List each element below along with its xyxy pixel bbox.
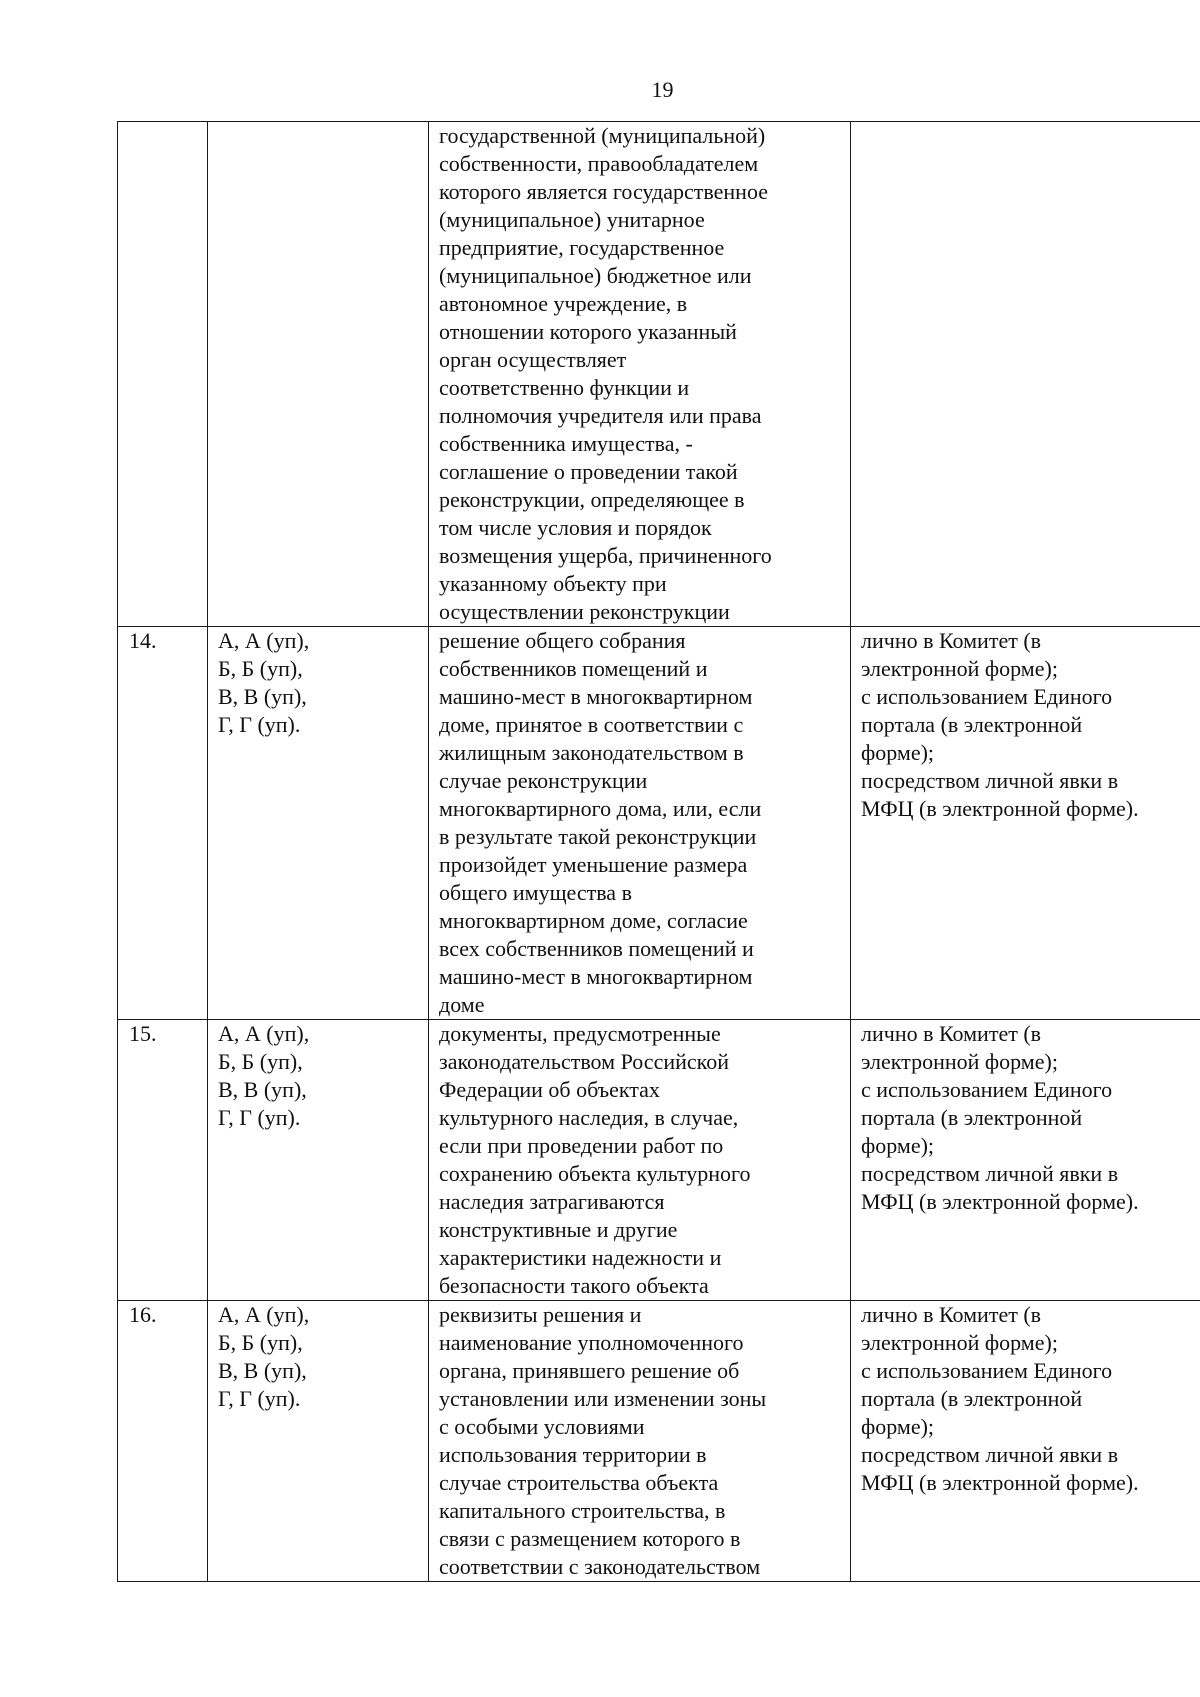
document-line: собственности, правообладателем: [439, 151, 759, 176]
document-line: (муниципальное) бюджетное или: [439, 263, 752, 288]
document-line: наследия затрагиваются: [439, 1189, 665, 1214]
document-line: машино-мест в многоквартирном: [439, 964, 753, 989]
document-line: сохранению объекта культурного: [439, 1161, 751, 1186]
document-line: культурного наследия, в случае,: [439, 1105, 739, 1130]
document-line: документы, предусмотренные: [439, 1021, 721, 1046]
applicant-line: Б, Б (уп),: [218, 656, 303, 681]
document-line: наименование уполномоченного: [439, 1330, 744, 1355]
method-line: посредством личной явки в: [861, 768, 1119, 793]
page-number: 19: [651, 77, 674, 102]
method-line: с использованием Единого: [861, 1358, 1113, 1383]
document-line: общего имущества в: [439, 880, 632, 905]
row-number-cell: [118, 122, 208, 627]
document-line: всех собственников помещений и: [439, 936, 754, 961]
applicant-line: В, В (уп),: [218, 1077, 307, 1102]
document-line: (муниципальное) унитарное: [439, 207, 705, 232]
row-number-cell: [118, 1301, 208, 1582]
document-line: использования территории в: [439, 1442, 707, 1467]
row-number: 14.: [129, 628, 157, 653]
document-line: собственников помещений и: [439, 656, 708, 681]
applicant-line: Г, Г (уп).: [218, 1386, 301, 1411]
method-line: лично в Комитет (в: [861, 628, 1042, 653]
method-line: МФЦ (в электронной форме).: [861, 1189, 1139, 1214]
method-line: посредством личной явки в: [861, 1442, 1119, 1467]
submission-methods-cell: [851, 627, 1200, 1020]
method-line: электронной форме);: [861, 1330, 1058, 1355]
document-line: соответствии с законодательством: [439, 1554, 761, 1579]
documents-table: [117, 121, 1200, 1582]
document-line: полномочия учредителя или права: [439, 403, 762, 428]
document-line: орган осуществляет: [439, 347, 627, 372]
document-line: Федерации об объектах: [439, 1077, 660, 1102]
method-line: портала (в электронной: [861, 1386, 1083, 1411]
document-line: с особыми условиями: [439, 1414, 645, 1439]
document-line: в результате такой реконструкции: [439, 824, 757, 849]
applicant-line: А, А (уп),: [218, 1302, 310, 1327]
submission-methods-cell: [851, 122, 1200, 627]
document-line: многоквартирного дома, или, если: [439, 796, 762, 821]
document-line: случае реконструкции: [439, 768, 648, 793]
document-description-cell: [429, 1020, 851, 1301]
method-line: лично в Комитет (в: [861, 1021, 1042, 1046]
document-description-cell: [429, 122, 851, 627]
document-line: доме: [439, 992, 485, 1017]
applicant-categories-cell: [208, 627, 429, 1020]
method-line: форме);: [861, 740, 935, 765]
applicant-line: Б, Б (уп),: [218, 1049, 303, 1074]
method-line: портала (в электронной: [861, 1105, 1083, 1130]
document-line: осуществлении реконструкции: [439, 599, 730, 624]
document-line: капитального строительства, в: [439, 1498, 726, 1523]
method-line: электронной форме);: [861, 656, 1058, 681]
submission-methods-cell: [851, 1020, 1200, 1301]
document-line: автономное учреждение, в: [439, 291, 688, 316]
document-line: соглашение о проведении такой: [439, 459, 738, 484]
document-line: машино-мест в многоквартирном: [439, 684, 753, 709]
applicant-line: А, А (уп),: [218, 1021, 310, 1046]
method-line: форме);: [861, 1414, 935, 1439]
document-line: жилищным законодательством в: [439, 740, 744, 765]
document-line: органа, принявшего решение об: [439, 1358, 740, 1383]
document-description-cell: [429, 627, 851, 1020]
document-line: реконструкции, определяющее в: [439, 487, 745, 512]
document-line: возмещения ущерба, причиненного: [439, 543, 772, 568]
applicant-categories-cell: [208, 122, 429, 627]
method-line: форме);: [861, 1133, 935, 1158]
document-line: государственной (муниципальной): [439, 123, 766, 148]
document-line: безопасности такого объекта: [439, 1273, 709, 1298]
method-line: портала (в электронной: [861, 712, 1083, 737]
submission-methods-cell: [851, 1301, 1200, 1582]
document-line: реквизиты решения и: [439, 1302, 642, 1327]
document-line: соответственно функции и: [439, 375, 690, 400]
applicant-line: А, А (уп),: [218, 628, 310, 653]
table-row: [118, 627, 1200, 1020]
row-number: 15.: [129, 1021, 157, 1046]
document-line: установлении или изменении зоны: [439, 1386, 767, 1411]
table-row: [118, 1020, 1200, 1301]
document-line: которого является государственное: [439, 179, 768, 204]
applicant-line: В, В (уп),: [218, 1358, 307, 1383]
method-line: МФЦ (в электронной форме).: [861, 796, 1139, 821]
method-line: электронной форме);: [861, 1049, 1058, 1074]
applicant-categories-cell: [208, 1301, 429, 1582]
document-line: том числе условия и порядок: [439, 515, 712, 540]
row-number-cell: [118, 627, 208, 1020]
method-line: посредством личной явки в: [861, 1161, 1119, 1186]
applicant-line: Г, Г (уп).: [218, 1105, 301, 1130]
document-line: если при проведении работ по: [439, 1133, 724, 1158]
document-line: произойдет уменьшение размера: [439, 852, 748, 877]
document-line: случае строительства объекта: [439, 1470, 719, 1495]
applicant-categories-cell: [208, 1020, 429, 1301]
method-line: с использованием Единого: [861, 1077, 1113, 1102]
document-line: доме, принятое в соответствии с: [439, 712, 744, 737]
method-line: лично в Комитет (в: [861, 1302, 1042, 1327]
table-row: [118, 1301, 1200, 1582]
document-line: характеристики надежности и: [439, 1245, 722, 1270]
applicant-line: Г, Г (уп).: [218, 712, 301, 737]
document-line: решение общего собрания: [439, 628, 686, 653]
row-number-cell: [118, 1020, 208, 1301]
document-line: связи с размещением которого в: [439, 1526, 741, 1551]
document-line: законодательством Российской: [439, 1049, 729, 1074]
row-number: 16.: [129, 1302, 157, 1327]
document-line: предприятие, государственное: [439, 235, 725, 260]
method-line: МФЦ (в электронной форме).: [861, 1470, 1139, 1495]
document-line: многоквартирном доме, согласие: [439, 908, 748, 933]
document-line: конструктивные и другие: [439, 1217, 678, 1242]
document-line: собственника имущества, -: [439, 431, 693, 456]
document-line: указанному объекту при: [439, 571, 667, 596]
document-line: отношении которого указанный: [439, 319, 737, 344]
document-description-cell: [429, 1301, 851, 1582]
applicant-line: Б, Б (уп),: [218, 1330, 303, 1355]
method-line: с использованием Единого: [861, 684, 1113, 709]
table-row: [118, 122, 1200, 627]
applicant-line: В, В (уп),: [218, 684, 307, 709]
